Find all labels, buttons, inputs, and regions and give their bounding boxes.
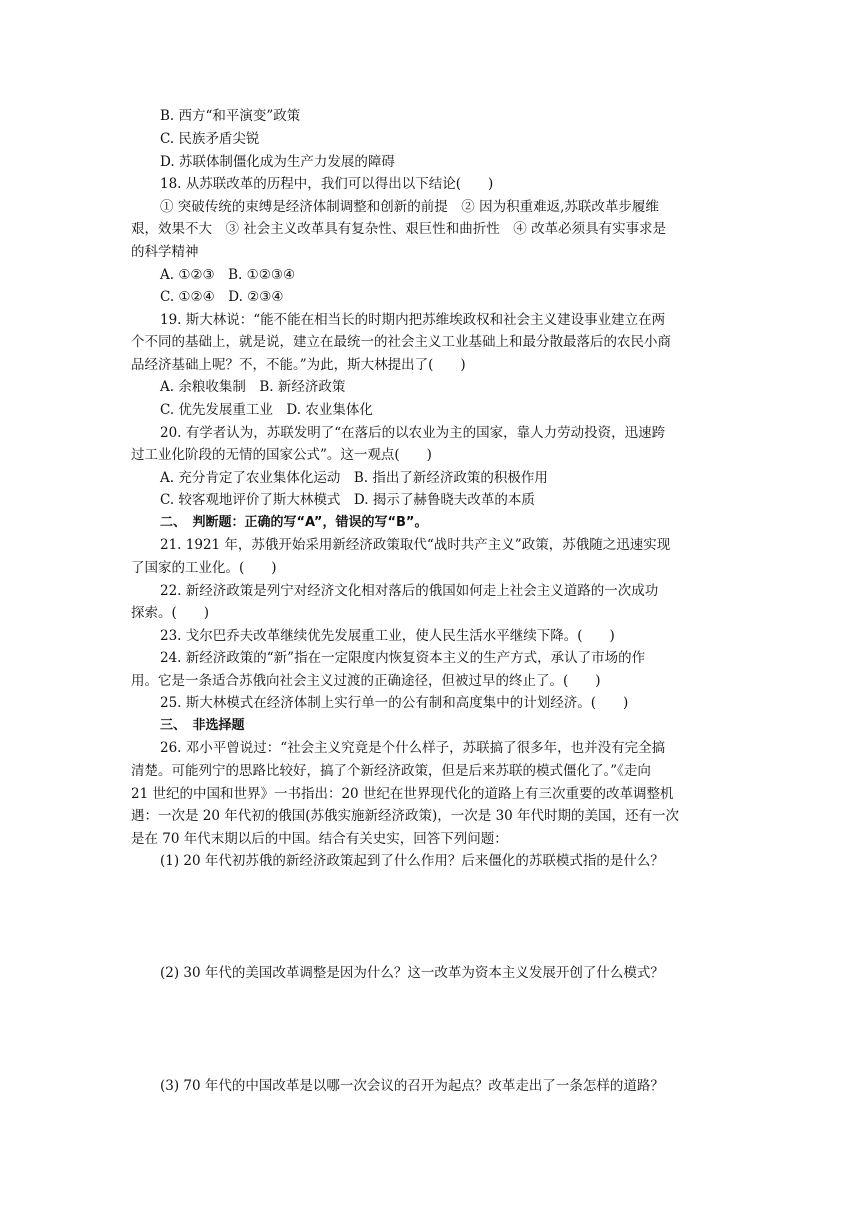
q18-statements-line-1: ① 突破传统的束缚是经济体制调整和创新的前提 ② 因为积重难返,苏联改革步履维 [160,199,659,215]
q26-stem-line-1: 26. 邓小平曾说过：“社会主义究竟是个什么样子，苏联搞了很多年，也并没有完全搞 [160,740,666,756]
q19-options-line-2: C. 优先发展重工业 D. 农业集体化 [160,402,373,418]
q18-statements-line-3: 的科学精神 [131,244,199,260]
q26-sub-question-3: (3) 70 年代的中国改革是以哪一次会议的召开为起点？改革走出了一条怎样的道路？ [160,1078,664,1094]
q19-options-line-1: A. 余粮收集制 B. 新经济政策 [160,379,346,395]
q20-options-line-1: A. 充分肯定了农业集体化运动 B. 指出了新经济政策的积极作用 [160,470,548,486]
section-2-heading: 二、 判断题：正确的写“A”，错误的写“B”。 [160,515,428,530]
q17-option-d: D. 苏联体制僵化成为生产力发展的障碍 [160,154,395,170]
q18-stem: 18. 从苏联改革的历程中，我们可以得出以下结论( ) [160,176,494,192]
q25-line-1: 25. 斯大林模式在经济体制上实行单一的公有制和高度集中的计划经济。( ) [160,695,629,711]
q26-sub-question-2: (2) 30 年代的美国改革调整是因为什么？这一改革为资本主义发展开创了什么模式？ [160,965,664,981]
q26-stem-line-5: 是在 70 年代末期以后的中国。结合有关史实，回答下列问题： [131,831,508,847]
q20-options-line-2: C. 较客观地评价了斯大林模式 D. 揭示了赫鲁晓夫改革的本质 [160,492,535,508]
q18-statements-line-2: 艰，效果不大 ③ 社会主义改革具有复杂性、艰巨性和曲折性 ④ 改革必须具有实事求是 [131,221,667,237]
q19-stem-line-3: 品经济基础上呢？不，不能。”为此，斯大林提出了( ) [131,357,466,373]
q21-line-1: 21. 1921 年，苏俄开始采用新经济政策取代“战时共产主义”政策，苏俄随之迅速实现 [160,537,671,553]
q17-option-b: B. 西方“和平演变”政策 [160,108,301,124]
q26-stem-line-4: 遇：一次是 20 年代初的俄国(苏俄实施新经济政策)，一次是 30 年代时期的美国，还有一次 [131,808,680,824]
q24-line-2: 用。它是一条适合苏俄向社会主义过渡的正确途径，但被过早的终止了。( ) [131,673,601,689]
q26-stem-line-2: 清楚。可能列宁的思路比较好，搞了个新经济政策，但是后来苏联的模式僵化了。”《走向 [131,763,651,779]
q17-option-c: C. 民族矛盾尖锐 [160,131,260,147]
q21-line-2: 了国家的工业化。( ) [131,560,277,576]
q20-stem-line-2: 过工业化阶段的无情的国家公式”。这一观点( ) [131,447,432,463]
q20-stem-line-1: 20. 有学者认为，苏联发明了“在落后的以农业为主的国家，靠人力劳动投资，迅速跨 [160,425,666,441]
q22-line-1: 22. 新经济政策是列宁对经济文化相对落后的俄国如何走上社会主义道路的一次成功 [160,583,659,599]
q19-stem-line-2: 个不同的基础上，就是说，建立在最统一的社会主义工业基础上和最分散最落后的农民小商 [131,334,671,350]
q26-stem-line-3: 21 世纪的中国和世界》一书指出：20 世纪在世界现代化的道路上有三次重要的改革调整机 [131,786,674,802]
q19-stem-line-1: 19. 斯大林说：“能不能在相当长的时期内把苏维埃政权和社会主义建设事业建立在两 [160,312,666,328]
q24-line-1: 24. 新经济政策的“新”指在一定限度内恢复资本主义的生产方式，承认了市场的作 [160,650,646,666]
q18-options-line-1: A. ①②③ B. ①②③④ [160,267,296,283]
q26-sub-question-1: (1) 20 年代初苏俄的新经济政策起到了什么作用？后来僵化的苏联模式指的是什么？ [160,853,664,869]
q18-options-line-2: C. ①②④ D. ②③④ [160,289,284,305]
q22-line-2: 探索。( ) [131,605,210,621]
q23-line-1: 23. 戈尔巴乔夫改革继续优先发展重工业，使人民生活水平继续下降。( ) [160,628,615,644]
section-3-heading: 三、 非选择题 [160,718,245,733]
